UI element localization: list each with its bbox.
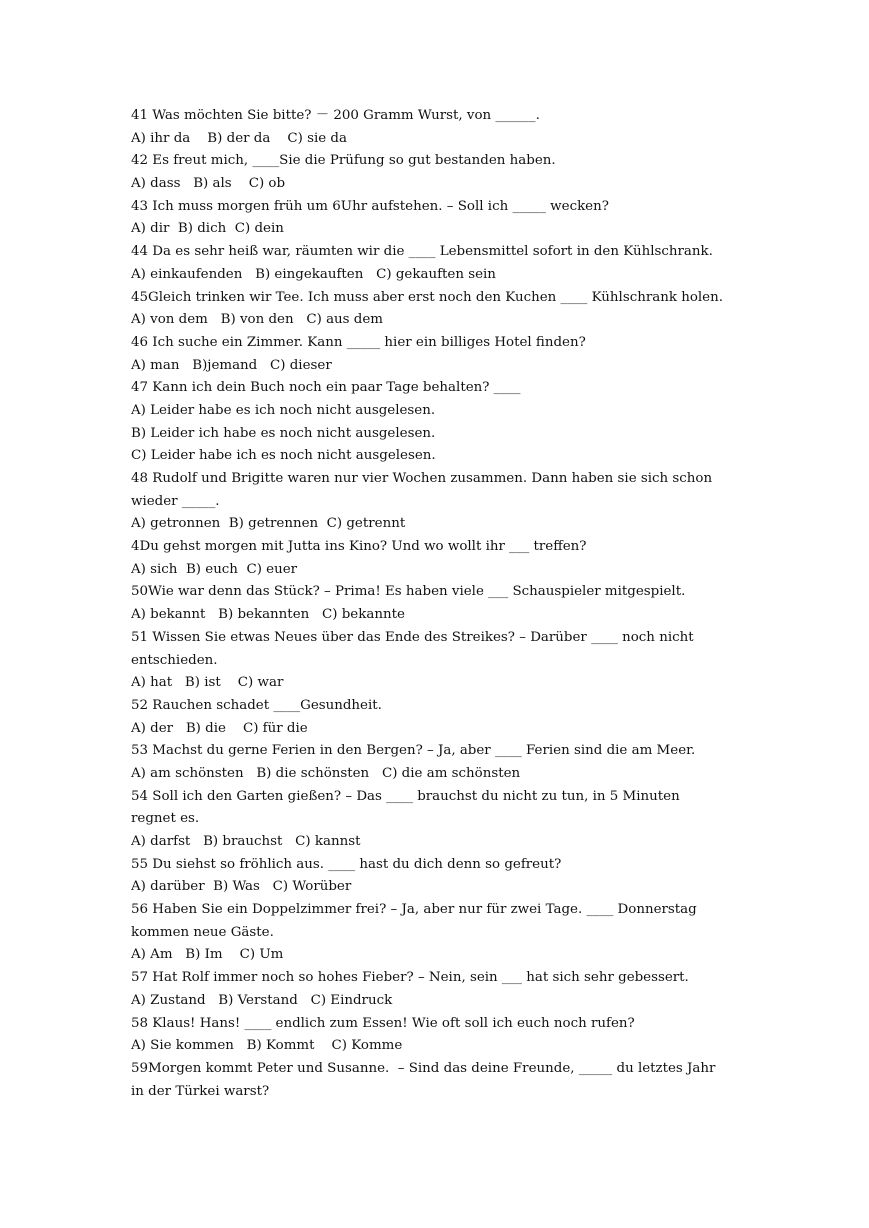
q50-question: 50Wie war denn das Stück? – Prima! Es haben viele ___ Schauspieler mitgespielt. [131, 584, 686, 600]
q48-options: A) getronnen B) getrennen C) getrennt [131, 516, 406, 532]
q42-options: A) dass B) als C) ob [131, 176, 286, 192]
q57-question: 57 Hat Rolf immer noch so hohes Fieber? – Nein, sein ___ hat sich sehr gebessert. [131, 970, 689, 986]
q47-question: 47 Kann ich dein Buch noch ein paar Tage behalten? ____ [131, 380, 521, 396]
q54-question-cont: regnet es. [131, 811, 200, 827]
q41-question: 41 Was möchten Sie bitte? － 200 Gramm Wurst, von ______. [131, 108, 540, 123]
q55-question: 55 Du siehst so fröhlich aus. ____ hast du dich denn so gefreut? [131, 856, 562, 872]
q50-options: A) bekannt B) bekannten C) bekannte [131, 607, 405, 623]
q53-options: A) am schönsten B) die schönsten C) die am schönsten [131, 765, 521, 781]
q54-question: 54 Soll ich den Garten gießen? – Das ____ brauchst du nicht zu tun, in 5 Minuten [131, 788, 680, 804]
q56-question-cont: kommen neue Gäste. [131, 924, 274, 940]
q59-question: 59Morgen kommt Peter und Susanne. – Sind das deine Freunde, _____ du letztes Jahr [131, 1060, 716, 1076]
q47-option-a: A) Leider habe es ich noch nicht ausgelesen. [131, 402, 436, 418]
q59-question-cont: in der Türkei warst? [131, 1083, 270, 1099]
q49-options: A) sich B) euch C) euer [131, 561, 298, 577]
q54-options: A) darfst B) brauchst C) kannst [131, 834, 361, 849]
q58-options: A) Sie kommen B) Kommt C) Komme [131, 1038, 403, 1054]
q56-options: A) Am B) Im C) Um [131, 947, 284, 963]
q43-options: A) dir B) dich C) dein [131, 221, 284, 237]
q51-question: 51 Wissen Sie etwas Neues über das Ende des Streikes? – Darüber ____ noch nicht [131, 629, 694, 645]
q41-options: A) ihr da B) der da C) sie da [131, 130, 347, 146]
q42-question: 42 Es freut mich, ____Sie die Prüfung so gut bestanden haben. [131, 153, 556, 169]
q55-options: A) darüber B) Was C) Worüber [131, 879, 352, 895]
document-page [131, 105, 741, 1103]
q52-options: A) der B) die C) für die [131, 720, 308, 736]
q45-question: 45Gleich trinken wir Tee. Ich muss aber erst noch den Kuchen ____ Kühlschrank holen. [131, 289, 723, 305]
q46-question: 46 Ich suche ein Zimmer. Kann _____ hier ein billiges Hotel finden? [131, 334, 586, 350]
q43-question: 43 Ich muss morgen früh um 6Uhr aufstehen. – Soll ich _____ wecken? [131, 198, 609, 214]
q52-question: 52 Rauchen schadet ____Gesundheit. [131, 697, 382, 713]
q45-options: A) von dem B) von den C) aus dem [131, 312, 383, 328]
q48-question: 48 Rudolf und Brigitte waren nur vier Wochen zusammen. Dann haben sie sich schon [131, 471, 713, 486]
q51-question-cont: entschieden. [131, 652, 218, 668]
q47-option-c: C) Leider habe ich es noch nicht ausgelesen. [131, 448, 436, 464]
q47-option-b: B) Leider ich habe es noch nicht ausgelesen. [131, 425, 436, 441]
q49-question: 4Du gehst morgen mit Jutta ins Kino? Und wo wollt ihr ___ treffen? [131, 539, 587, 555]
q53-question: 53 Machst du gerne Ferien in den Bergen? – Ja, aber ____ Ferien sind die am Meer. [131, 743, 696, 759]
q58-question: 58 Klaus! Hans! ____ endlich zum Essen! Wie oft soll ich euch noch rufen? [131, 1015, 635, 1031]
q46-options: A) man B)jemand C) dieser [131, 357, 332, 373]
q48-question-cont: wieder _____. [131, 493, 220, 509]
q56-question: 56 Haben Sie ein Doppelzimmer frei? – Ja, aber nur für zwei Tage. ____ Donnerstag [131, 902, 697, 918]
q51-options: A) hat B) ist C) war [131, 675, 284, 691]
q57-options: A) Zustand B) Verstand C) Eindruck [131, 992, 393, 1008]
q44-options: A) einkaufenden B) eingekauften C) gekauften sein [131, 266, 496, 282]
q44-question: 44 Da es sehr heiß war, räumten wir die ____ Lebensmittel sofort in den Kühlschrank. [131, 244, 713, 260]
